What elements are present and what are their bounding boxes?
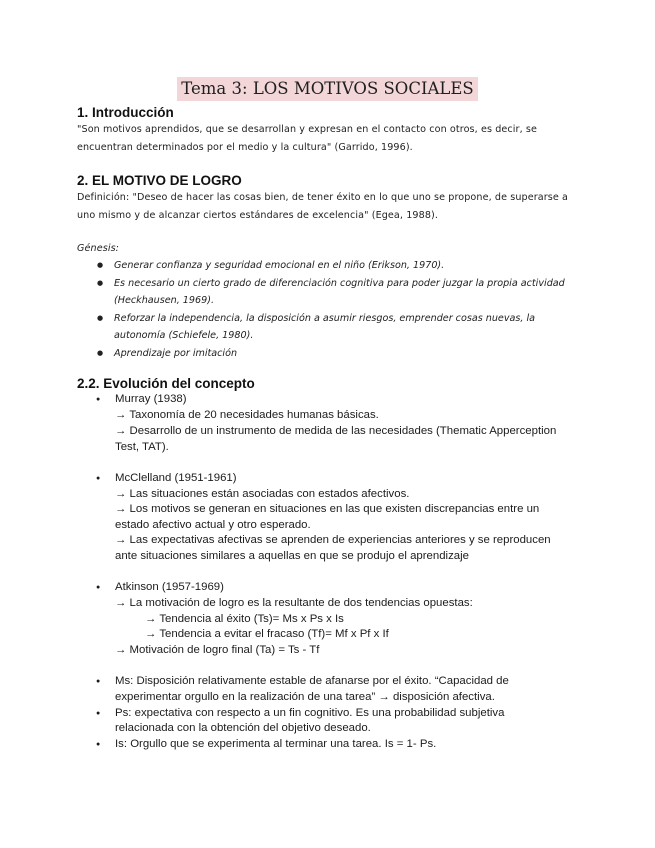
genesis-item: ● Generar confianza y seguridad emocional en el niño (Erikson, 1970).: [97, 257, 567, 275]
page-title: Tema 3: LOS MOTIVOS SOCIALES: [177, 77, 477, 101]
definition-line: experimentar orgullo en la realización de una tarea” → disposición afectiva.: [115, 691, 495, 703]
atkinson-title: Atkinson (1957-1969): [115, 581, 224, 593]
atkinson-line: → Motivación de logro final (Ta) = Ts - Tf: [115, 644, 320, 656]
mcclelland-line: ante situaciones similares a aquellas en que se produjo el aprendizaje: [115, 550, 469, 562]
mcclelland-line: → Las expectativas afectivas se aprenden de experiencias anteriores y se reproducen: [115, 534, 551, 546]
mcclelland-line: → Los motivos se generan en situaciones en las que existen discrepancias entre un: [115, 503, 540, 515]
mcclelland-line: → Las situaciones están asociadas con estados afectivos.: [115, 488, 410, 500]
section-2-definition: Definición: "Deseo de hacer las cosas bien, de tener éxito en lo que uno se propone, de superarse a uno mismo y de alcanzar ciertos estándares de excelencia" (Egea, 1988).: [77, 192, 568, 221]
murray-line: → Taxonomía de 20 necesidades humanas básicas.: [115, 409, 379, 421]
murray-line: Test, TAT).: [115, 441, 169, 453]
definition-line: Is: Orgullo que se experimenta al terminar una tarea. Is = 1- Ps.: [115, 738, 437, 750]
mcclelland-line: estado afectivo actual y otro esperado.: [115, 519, 311, 531]
definition-line: relacionada con la obtención del objetivo deseado.: [115, 722, 371, 734]
bullet-icon: ●: [96, 710, 101, 717]
genesis-item: ● Reforzar la independencia, la disposición a asumir riesgos, emprender cosas nuevas, la autonomía (Schiefele, 1980).: [97, 310, 567, 345]
genesis-item: ● Es necesario un cierto grado de diferenciación cognitiva para poder juzgar la propia actividad (Heckhausen, 1969).: [97, 275, 567, 310]
bullet-icon: ●: [96, 396, 101, 403]
bullet-icon: ●: [96, 741, 101, 748]
definition-line: Ms: Disposición relativamente estable de afanarse por el éxito. “Capacidad de: [115, 675, 509, 687]
genesis-list: [97, 257, 567, 362]
definition-line: Ps: expectativa con respecto a un fin cognitivo. Es una probabilidad subjetiva: [115, 707, 505, 719]
murray-line: → Desarrollo de un instrumento de medida de las necesidades (Thematic Apperception: [115, 425, 557, 437]
bullet-icon: ●: [96, 475, 101, 482]
murray-title: Murray (1938): [115, 393, 187, 405]
atkinson-line: → La motivación de logro es la resultante de dos tendencias opuestas:: [115, 597, 473, 609]
section-2-heading: 2. EL MOTIVO DE LOGRO: [77, 173, 242, 188]
section-1-text: "Son motivos aprendidos, que se desarrollan y expresan en el contacto con otros, es decir, se encuentran determinados por el medio y la cultura" (Garrido, 1996).: [77, 124, 537, 153]
section-2-2-heading: 2.2. Evolución del concepto: [77, 376, 255, 391]
genesis-item: ● Aprendizaje por imitación: [97, 345, 567, 363]
title-wrapper: [0, 77, 655, 101]
atkinson-subline: → Tendencia al éxito (Ts)= Ms x Ps x Is: [145, 613, 344, 625]
atkinson-subline: → Tendencia a evitar el fracaso (Tf)= Mf x Pf x If: [145, 628, 389, 640]
section-1-heading: 1. Introducción: [77, 105, 174, 120]
bullet-icon: ●: [96, 678, 101, 685]
genesis-label: Génesis:: [77, 243, 120, 254]
bullet-icon: ●: [96, 584, 101, 591]
mcclelland-title: McClelland (1951-1961): [115, 472, 237, 484]
